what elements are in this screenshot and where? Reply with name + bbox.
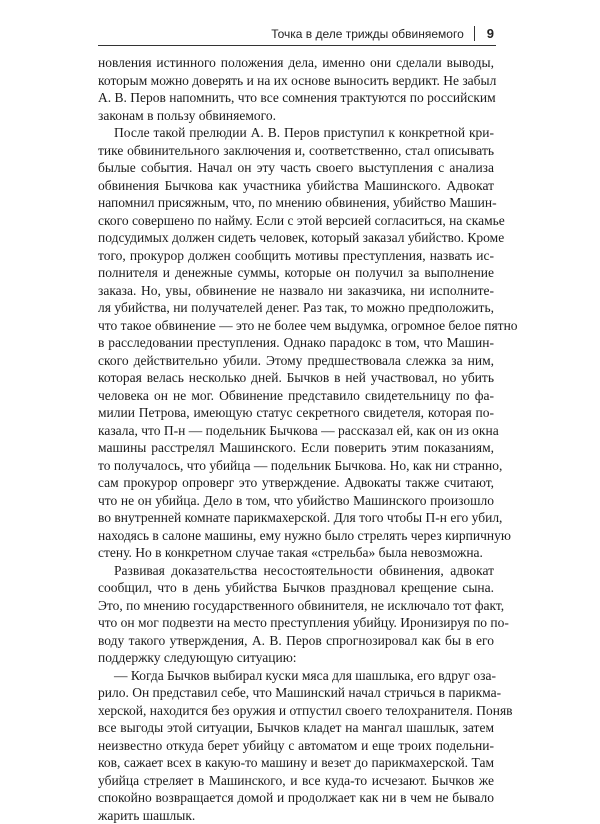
text-line: подсудимых должен сидеть человек, который заказал убийство. Кроме [98, 229, 494, 247]
text-line: ков, сажает всех в какую-то машину и везет до парикмахерской. Там [98, 754, 494, 772]
text-line: находясь в салоне машины, ему нужно было стрелять через кирпичную [98, 527, 494, 545]
text-line: то получалось, что убийца — подельник Бычкова. Но, как ни странно, [98, 457, 494, 475]
text-line: того, прокурор должен сообщить мотивы преступления, назвать ис- [98, 247, 494, 265]
text-line: ля убийства, ни получателей денег. Раз так, то можно предположить, [98, 299, 494, 317]
text-line: спокойно возвращается домой и продолжает как ни в чем не бывало [98, 789, 494, 807]
text-line: казала, что П-н — подельник Бычкова — рассказал ей, как он из окна [98, 422, 494, 440]
text-line: заказа. Но, увы, обвинение не назвало ни заказчика, ни исполните- [98, 282, 494, 300]
text-line: во внутренней комнате парикмахерской. Для того чтобы П-н его убил, [98, 509, 494, 527]
text-line: неизвестно откуда берет убийцу с автоматом и еще троих подельни- [98, 737, 494, 755]
text-line: машины расстрелял Машинского. Если поверить этим показаниям, [98, 439, 494, 457]
body-text [98, 54, 494, 824]
paragraph [98, 124, 494, 562]
text-line: сам прокурор опроверг это утверждение. Адвокаты также считают, [98, 474, 494, 492]
text-line: напомнил присяжным, что, по мнению обвинения, убийство Машин- [98, 194, 494, 212]
text-line: законам в пользу обвиняемого. [98, 107, 494, 125]
text-line: воду такого утверждения, А. В. Перов спрогнозировал как бы в его [98, 632, 494, 650]
header-separator [474, 26, 475, 41]
text-line: убийца стреляет в Машинского, и все куда-то исчезают. Бычков же [98, 772, 494, 790]
text-line: милии Петрова, имеющую статус секретного свидетеля, которая по- [98, 404, 494, 422]
text-line: поддержку следующую ситуацию: [98, 649, 494, 667]
chapter-title: Точка в деле трижды обвиняемого [271, 27, 474, 41]
text-line: ского действительно убили. Этому предшествовала слежка за ним, [98, 352, 494, 370]
text-line: обвинения Бычкова как участника убийства Машинского. Адвокат [98, 177, 494, 195]
running-head [271, 26, 494, 41]
text-line: рило. Он представил себе, что Машинский начал стричься в парикма- [98, 684, 494, 702]
text-line: ского совершено по найму. Если с этой версией согласиться, на скамье [98, 212, 494, 230]
text-line: в расследовании преступления. Однако парадокс в том, что Машин- [98, 334, 494, 352]
text-line: стену. Но в конкретном случае такая «стрельба» была невозможна. [98, 544, 494, 562]
text-line: жарить шашлык. [98, 807, 494, 824]
text-line: человека он не мог. Обвинение представило свидетельницу по фа- [98, 387, 494, 405]
text-line: После такой прелюдии А. В. Перов приступил к конкретной кри- [98, 124, 494, 142]
text-line: Это, по мнению государственного обвинителя, не исключало тот факт, [98, 597, 494, 615]
text-line: былые события. Начал он эту часть своего выступления с анализа [98, 159, 494, 177]
text-line: — Когда Бычков выбирал куски мяса для шашлыка, его вдруг оза- [98, 667, 494, 685]
text-line: херской, находится без оружия и отпустил своего телохранителя. Поняв [98, 702, 494, 720]
text-line: тике обвинительного заключения и, соответственно, стал описывать [98, 142, 494, 160]
paragraph [98, 562, 494, 667]
text-line: сообщил, что в день убийства Бычков праздновал крещение сына. [98, 579, 494, 597]
page-number: 9 [487, 26, 494, 41]
text-line: А. В. Перов напомнить, что все сомнения трактуются по российским [98, 89, 494, 107]
text-line: что он мог подвезти на место преступления убийцу. Иронизируя по по- [98, 614, 494, 632]
paragraph [98, 667, 494, 824]
text-line: которым можно доверять и на их основе выносить вердикт. Не забыл [98, 72, 494, 90]
text-line: полнителя и денежные суммы, которые он получил за выполнение [98, 264, 494, 282]
paragraph [98, 54, 494, 124]
text-line: которая велась несколько дней. Бычков в ней участвовал, но убить [98, 369, 494, 387]
text-line: что такое обвинение — это не более чем выдумка, огромное белое пятно [98, 317, 494, 335]
text-line: все выгоды этой ситуации, Бычков кладет на мангал шашлык, затем [98, 719, 494, 737]
text-line: Развивая доказательства несостоятельности обвинения, адвокат [98, 562, 494, 580]
text-line: что не он убийца. Дело в том, что убийство Машинского произошло [98, 492, 494, 510]
text-line: новления истинного положения дела, именно они сделали выводы, [98, 54, 494, 72]
header-rule [98, 45, 496, 46]
